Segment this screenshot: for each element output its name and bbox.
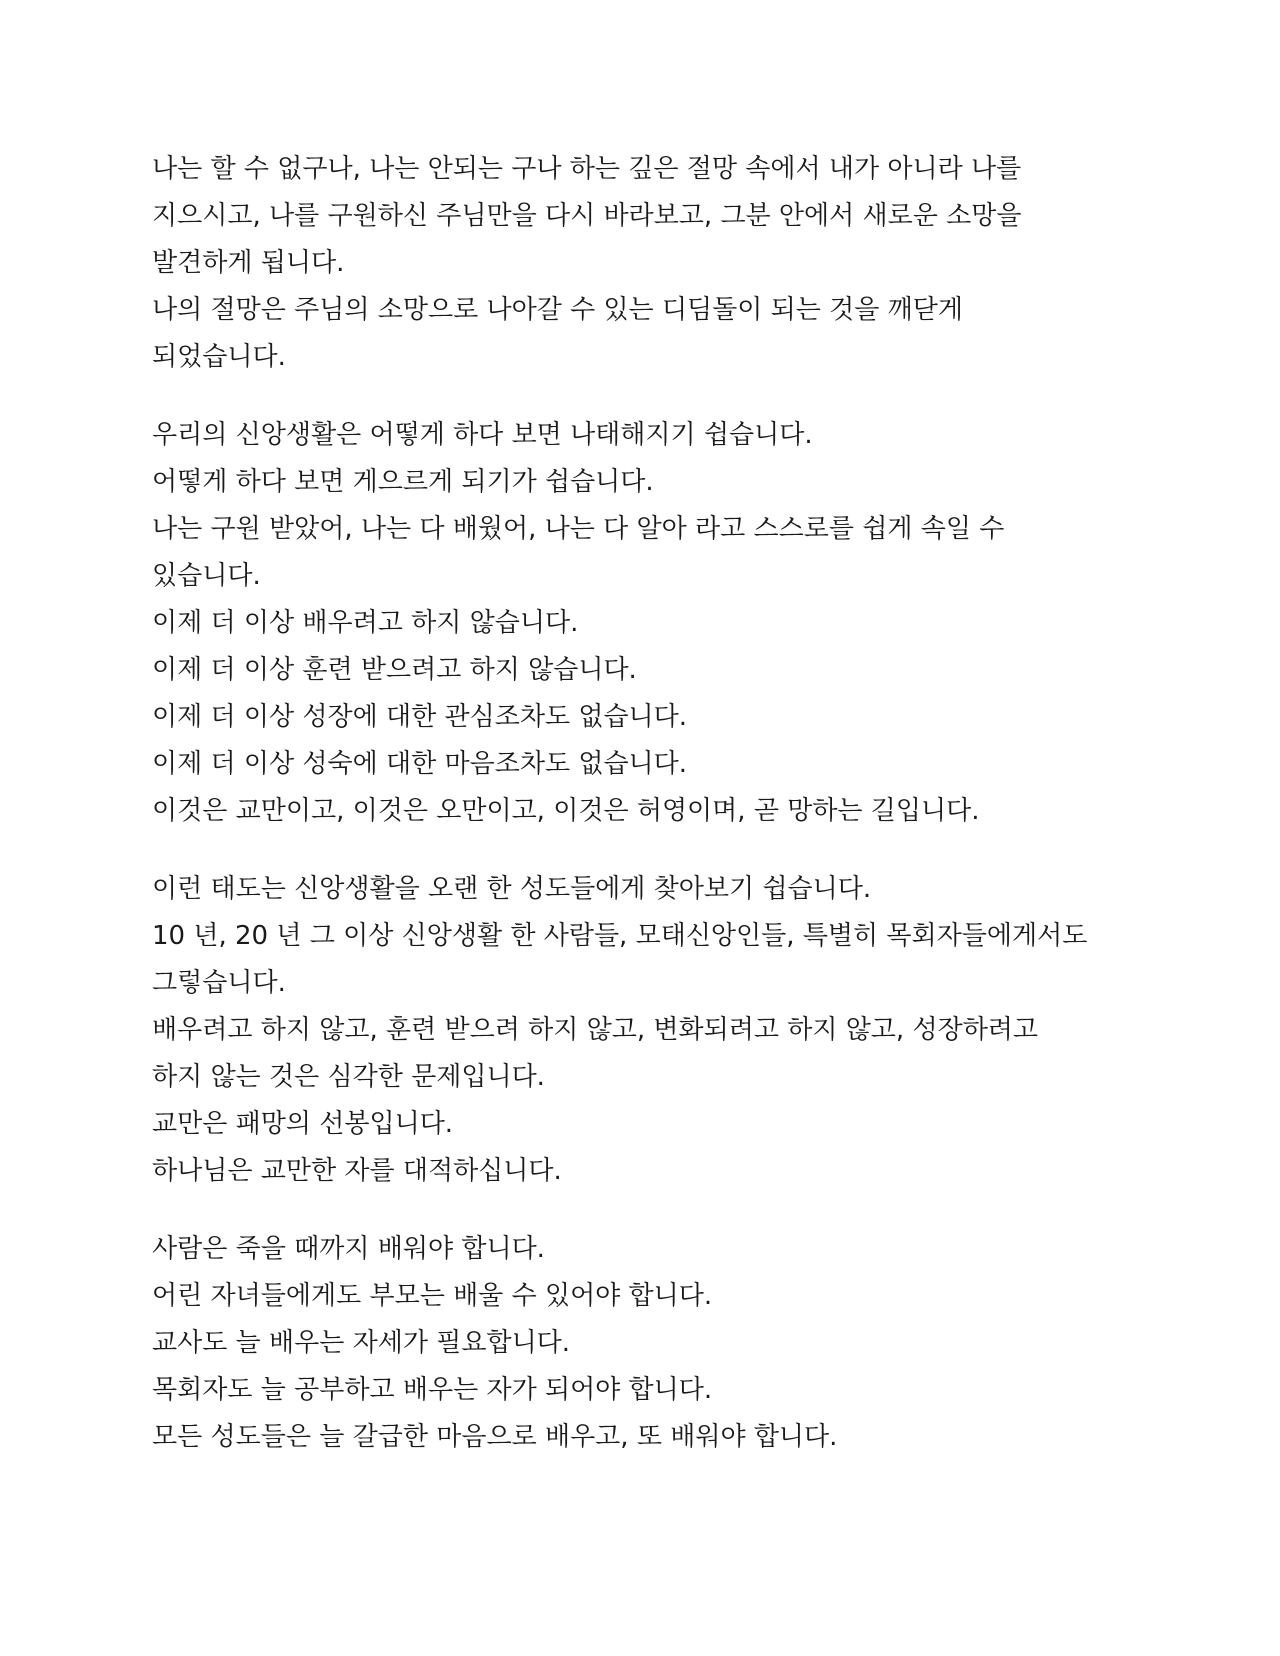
text-line: 배우려고 하지 않고, 훈련 받으려 하지 않고, 변화되려고 하지 않고, 성장하려고: [152, 1015, 1039, 1045]
paragraph-2: [152, 412, 1152, 835]
paragraph-3: [152, 866, 1152, 1195]
text-line: 이제 더 이상 훈련 받으려고 하지 않습니다.: [152, 655, 637, 685]
text-line: 10 년, 20 년 그 이상 신앙생활 한 사람들, 모태신앙인들, 특별히 목회자들에게서도: [152, 921, 1088, 951]
text-line: 이제 더 이상 성장에 대한 관심조차도 없습니다.: [152, 702, 688, 732]
text-line: 어떻게 하다 보면 게으르게 되기가 쉽습니다.: [152, 467, 654, 497]
text-line: 발견하게 됩니다.: [152, 248, 345, 278]
text-line: 하지 않는 것은 심각한 문제입니다.: [152, 1062, 545, 1092]
text-line: 그렇습니다.: [152, 968, 286, 998]
text-line: 사람은 죽을 때까지 배워야 합니다.: [152, 1234, 545, 1264]
text-line: 어린 자녀들에게도 부모는 배울 수 있어야 합니다.: [152, 1281, 713, 1311]
paragraph-1: [152, 146, 1152, 381]
text-line: 교사도 늘 배우는 자세가 필요합니다.: [152, 1328, 571, 1358]
document-body: [152, 146, 1152, 1492]
text-line: 모든 성도들은 늘 갈급한 마음으로 배우고, 또 배워야 합니다.: [152, 1422, 838, 1452]
text-line: 교만은 패망의 선봉입니다.: [152, 1109, 454, 1139]
text-line: 나는 할 수 없구나, 나는 안되는 구나 하는 깊은 절망 속에서 내가 아니라 나를: [152, 154, 1022, 184]
text-line: 지으시고, 나를 구원하신 주님만을 다시 바라보고, 그분 안에서 새로운 소망을: [152, 201, 1022, 231]
text-line: 이것은 교만이고, 이것은 오만이고, 이것은 허영이며, 곧 망하는 길입니다.: [152, 796, 980, 826]
text-line: 이제 더 이상 성숙에 대한 마음조차도 없습니다.: [152, 749, 688, 779]
text-line: 우리의 신앙생활은 어떻게 하다 보면 나태해지기 쉽습니다.: [152, 420, 813, 450]
text-line: 있습니다.: [152, 561, 261, 591]
text-line: 나는 구원 받았어, 나는 다 배웠어, 나는 다 알아 라고 스스로를 쉽게 속일 수: [152, 514, 1005, 544]
text-line: 나의 절망은 주님의 소망으로 나아갈 수 있는 디딤돌이 되는 것을 깨닫게: [152, 295, 964, 325]
text-line: 이런 태도는 신앙생활을 오랜 한 성도들에게 찾아보기 쉽습니다.: [152, 874, 872, 904]
paragraph-4: [152, 1226, 1152, 1461]
text-line: 목회자도 늘 공부하고 배우는 자가 되어야 합니다.: [152, 1375, 713, 1405]
text-line: 하나님은 교만한 자를 대적하십니다.: [152, 1156, 562, 1186]
text-line: 되었습니다.: [152, 342, 286, 372]
text-line: 이제 더 이상 배우려고 하지 않습니다.: [152, 608, 579, 638]
